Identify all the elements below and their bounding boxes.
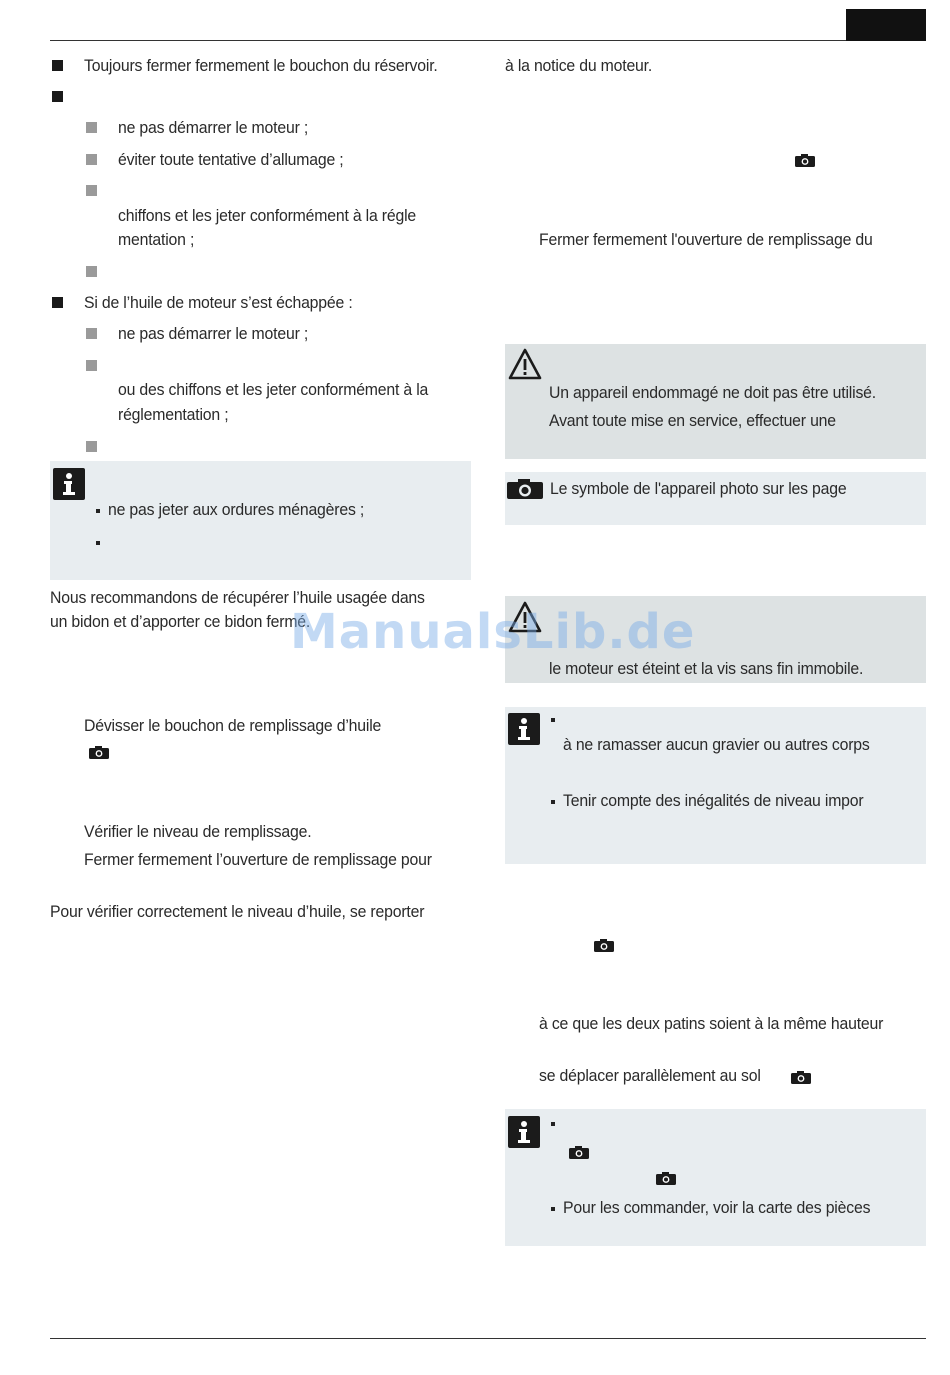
header-rule <box>50 40 846 41</box>
info-list-marker <box>96 509 100 513</box>
step-text: se déplacer parallèlement au sol <box>539 1066 761 1085</box>
info-icon <box>508 713 540 745</box>
paragraph: Nous recommandons de récupérer l’huile usagée dans <box>50 588 425 607</box>
camera-icon <box>507 479 543 504</box>
watermark: ManualsLib.de <box>290 604 696 660</box>
camera-icon <box>791 1069 811 1089</box>
camera-icon <box>594 937 614 957</box>
bullet <box>52 297 63 308</box>
paragraph: un bidon et d’apporter ce bidon fermé. <box>50 612 311 631</box>
sub-bullet <box>86 266 97 277</box>
sub-bullet-text: éviter toute tentative d’allumage ; <box>118 150 344 169</box>
info-list-marker <box>551 1207 555 1211</box>
paragraph: à la notice du moteur. <box>505 56 653 75</box>
step-text: Fermer fermement l’ouverture de remplissage pour <box>84 850 432 869</box>
warning-icon <box>508 348 542 385</box>
info-box <box>50 461 471 580</box>
sub-bullet <box>86 360 97 371</box>
info-list-text: à ne ramasser aucun gravier ou autres corps <box>563 735 870 754</box>
sub-bullet <box>86 154 97 165</box>
sub-bullet-text: ou des chiffons et les jeter conformément à la <box>118 380 429 399</box>
camera-note-text: Le symbole de l'appareil photo sur les page <box>550 479 847 498</box>
info-icon <box>508 1116 540 1148</box>
info-list-text: Pour les commander, voir la carte des pièces <box>563 1198 871 1217</box>
warning-text: Un appareil endommagé ne doit pas être utilisé. <box>549 383 876 402</box>
sub-bullet <box>86 441 97 452</box>
bullet-text: Toujours fermer fermement le bouchon du réservoir. <box>84 56 438 75</box>
info-icon <box>53 468 85 500</box>
step-text: Vérifier le niveau de remplissage. <box>84 822 312 841</box>
info-box <box>505 707 926 864</box>
info-list-marker <box>551 718 555 722</box>
sub-bullet-text: réglementation ; <box>118 405 229 424</box>
sub-bullet <box>86 185 97 196</box>
camera-icon <box>89 744 109 764</box>
camera-icon <box>569 1144 589 1164</box>
sub-bullet-text: ne pas démarrer le moteur ; <box>118 118 309 137</box>
header-block <box>846 9 926 41</box>
info-box <box>505 1109 926 1246</box>
info-list-marker <box>96 541 100 545</box>
bullet <box>52 60 63 71</box>
info-list-marker <box>551 1122 555 1126</box>
bullet <box>52 91 63 102</box>
step-text: Fermer fermement l'ouverture de remplissage du <box>539 230 873 249</box>
sub-bullet <box>86 122 97 133</box>
sub-bullet <box>86 328 97 339</box>
footer-rule <box>50 1338 926 1339</box>
camera-icon <box>795 152 815 172</box>
info-list-text: ne pas jeter aux ordures ménagères ; <box>108 500 365 519</box>
bullet-text: Si de l’huile de moteur s’est échappée : <box>84 293 353 312</box>
warning-text: Avant toute mise en service, effectuer une <box>549 411 836 430</box>
sub-bullet-text: chiffons et les jeter conformément à la régle <box>118 206 417 225</box>
warning-text: le moteur est éteint et la vis sans fin immobile. <box>549 659 864 678</box>
camera-icon <box>656 1170 676 1190</box>
step-text: à ce que les deux patins soient à la même hauteur <box>539 1014 884 1033</box>
sub-bullet-text: mentation ; <box>118 230 195 249</box>
info-list-marker <box>551 800 555 804</box>
sub-bullet-text: ne pas démarrer le moteur ; <box>118 324 309 343</box>
paragraph: Pour vérifier correctement le niveau d’huile, se reporter <box>50 902 425 921</box>
step-text: Dévisser le bouchon de remplissage d’huile <box>84 716 382 735</box>
info-list-text: Tenir compte des inégalités de niveau impor <box>563 791 864 810</box>
